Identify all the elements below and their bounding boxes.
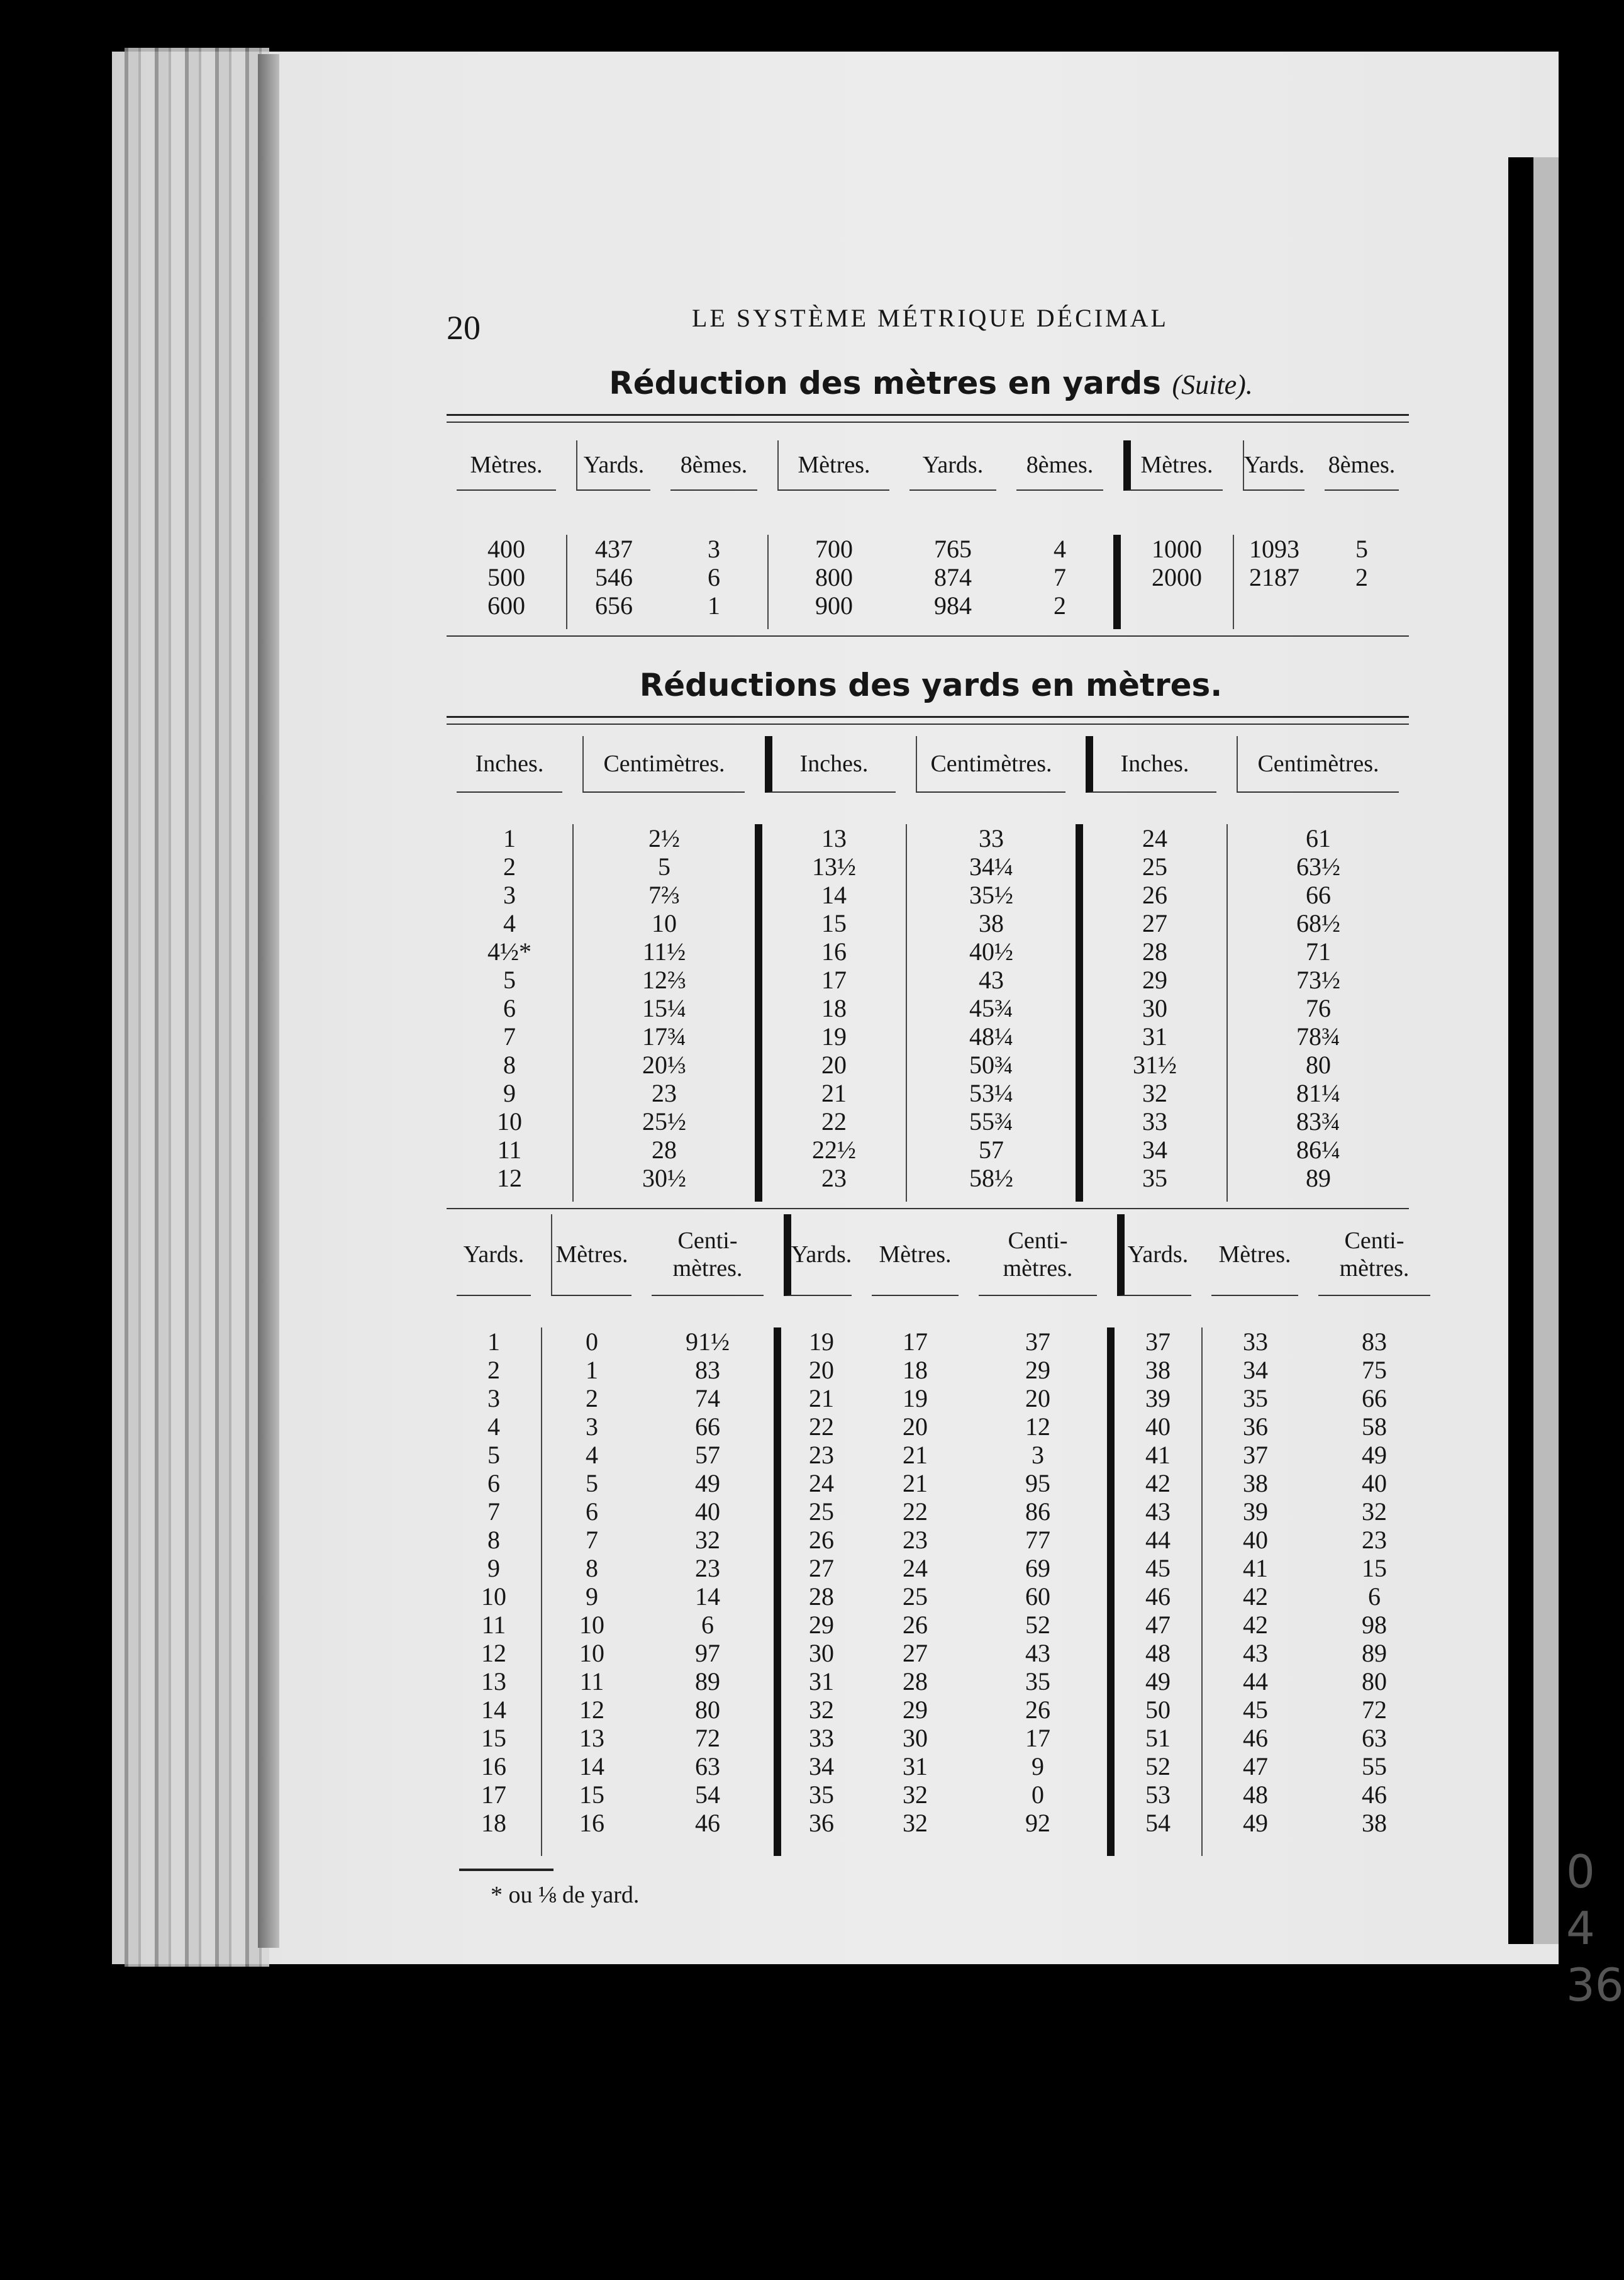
table3-col-yards: 37 38 39 40 41 42 43 44 45 46 47 48 49 50 51 52 53 54 xyxy=(1107,1327,1201,1856)
table3-col-centimetres: 91½ 83 74 66 57 49 40 32 23 14 6 97 89 80 72 63 54 46 xyxy=(686,1327,730,1837)
table2-col-inches: 1 2 3 4 4½* 5 6 7 8 9 10 11 12 xyxy=(487,824,531,1192)
header-metres: Mètres. xyxy=(457,440,556,491)
header-metres: Mètres. xyxy=(777,440,889,491)
margin-handwriting: 0 4 36 xyxy=(1566,1845,1624,2011)
footnote-rule xyxy=(459,1869,553,1871)
table2-bottom-rule xyxy=(447,1208,1409,1209)
page-number: 20 xyxy=(447,309,481,347)
header-yards: Yards. xyxy=(1117,1214,1191,1296)
header-eighths: 8èmes. xyxy=(1016,440,1103,491)
table1-col-eighths: 4 7 2 xyxy=(1054,535,1066,620)
table1-col-metres: 400 500 600 xyxy=(487,535,525,620)
table1-body xyxy=(447,535,1409,629)
header-metres: Mètres. xyxy=(872,1214,959,1296)
header-yards: Yards. xyxy=(576,440,650,491)
table1-col-yards: 1093 2187 xyxy=(1233,535,1315,629)
spine-shadow xyxy=(258,54,279,1948)
header-yards: Yards. xyxy=(784,1214,852,1296)
running-head xyxy=(440,296,1421,347)
table1-top-rule xyxy=(447,414,1409,416)
table1-col-metres: 700 800 900 xyxy=(767,535,899,629)
table3-col-metres: 0 1 2 3 4 5 6 7 8 9 10 10 11 12 13 14 15 16 xyxy=(541,1327,642,1856)
table1-col-eighths: 5 2 xyxy=(1355,535,1368,591)
footnote: * ou ⅛ de yard. xyxy=(491,1882,640,1908)
table3-body xyxy=(447,1327,1409,1856)
table3-col-metres: 33 34 35 36 37 38 39 40 41 42 42 43 44 45 46 47 48 49 xyxy=(1201,1327,1308,1856)
table1-title: Réduction des mètres en yards (Suite). xyxy=(609,365,1253,401)
running-head-text: LE SYSTÈME MÉTRIQUE DÉCIMAL xyxy=(692,304,1169,332)
header-metres: Mètres. xyxy=(1211,1214,1298,1296)
table2-col-centimetres: 33 34¼ 35½ 38 40½ 43 45¾ 48¼ 50¾ 53¼ 55¾ 57 58½ xyxy=(906,824,1076,1202)
header-yards: Yards. xyxy=(457,1214,531,1296)
table1-col-eighths: 3 6 1 xyxy=(708,535,720,620)
header-centimetres: Centi-mètres. xyxy=(979,1214,1097,1296)
header-eighths: 8èmes. xyxy=(670,440,757,491)
header-centimetres: Centimètres. xyxy=(1237,736,1399,793)
header-yards: Yards. xyxy=(1243,440,1304,491)
table3-col-yards: 19 20 21 22 23 24 25 26 27 28 29 30 31 32 33 34 35 36 xyxy=(774,1327,862,1856)
table1-bottom-rule xyxy=(447,635,1409,637)
table3-col-centimetres: 83 75 66 58 49 40 32 23 15 6 98 89 80 72 63 55 46 38 xyxy=(1362,1327,1387,1837)
table2-col-centimetres: 2½ 5 7⅔ 10 11½ 12⅔ 15¼ 17¾ 20⅓ 23 25½ 28 30½ xyxy=(572,824,755,1202)
table3-col-centimetres: 37 29 20 12 3 95 86 77 69 60 52 43 35 26 17 9 0 92 xyxy=(1025,1327,1050,1837)
header-centimetres: Centi-mètres. xyxy=(652,1214,764,1296)
header-yards: Yards. xyxy=(909,440,996,491)
table3-col-yards: 1 2 3 4 5 6 7 8 9 10 11 12 13 14 15 16 17 18 xyxy=(481,1327,506,1837)
header-eighths: 8èmes. xyxy=(1325,440,1399,491)
header-metres: Mètres. xyxy=(1123,440,1223,491)
table2-col-centimetres: 61 63½ 66 68½ 71 73½ 76 78¾ 80 81¼ 83¾ 86¼ 89 xyxy=(1226,824,1409,1202)
table2-body xyxy=(447,824,1409,1202)
table3-header xyxy=(447,1214,1409,1296)
table2-title: Réductions des yards en mètres. xyxy=(639,667,1223,703)
header-inches: Inches. xyxy=(765,736,896,793)
table1-col-yards: 437 546 656 xyxy=(566,535,660,629)
page-edges xyxy=(125,48,269,1967)
table2-top-rule xyxy=(447,716,1409,718)
table1-top-rule-2 xyxy=(447,422,1409,423)
header-inches: Inches. xyxy=(457,736,562,793)
table2-col-inches: 13 13½ 14 15 16 17 18 19 20 21 22 22½ 23 xyxy=(755,824,906,1202)
header-centimetres: Centimètres. xyxy=(582,736,745,793)
header-inches: Inches. xyxy=(1086,736,1216,793)
header-centimetres: Centi-mètres. xyxy=(1318,1214,1430,1296)
page-content xyxy=(440,296,1421,1931)
table3-col-metres: 17 18 19 20 21 21 22 23 24 25 26 27 28 29 30 31 32 32 xyxy=(903,1327,928,1837)
header-metres: Mètres. xyxy=(551,1214,631,1296)
table2-top-rule-2 xyxy=(447,724,1409,725)
right-margin xyxy=(1508,157,1559,1944)
table1-col-yards: 765 874 984 xyxy=(934,535,972,620)
table1-header xyxy=(447,440,1409,491)
table2-col-inches: 24 25 26 27 28 29 30 31 31½ 32 33 34 35 xyxy=(1076,824,1226,1202)
table1-col-metres: 1000 2000 xyxy=(1113,535,1233,629)
table1-title-suffix: (Suite). xyxy=(1172,369,1253,400)
header-centimetres: Centimètres. xyxy=(916,736,1065,793)
table2-header xyxy=(447,736,1409,793)
